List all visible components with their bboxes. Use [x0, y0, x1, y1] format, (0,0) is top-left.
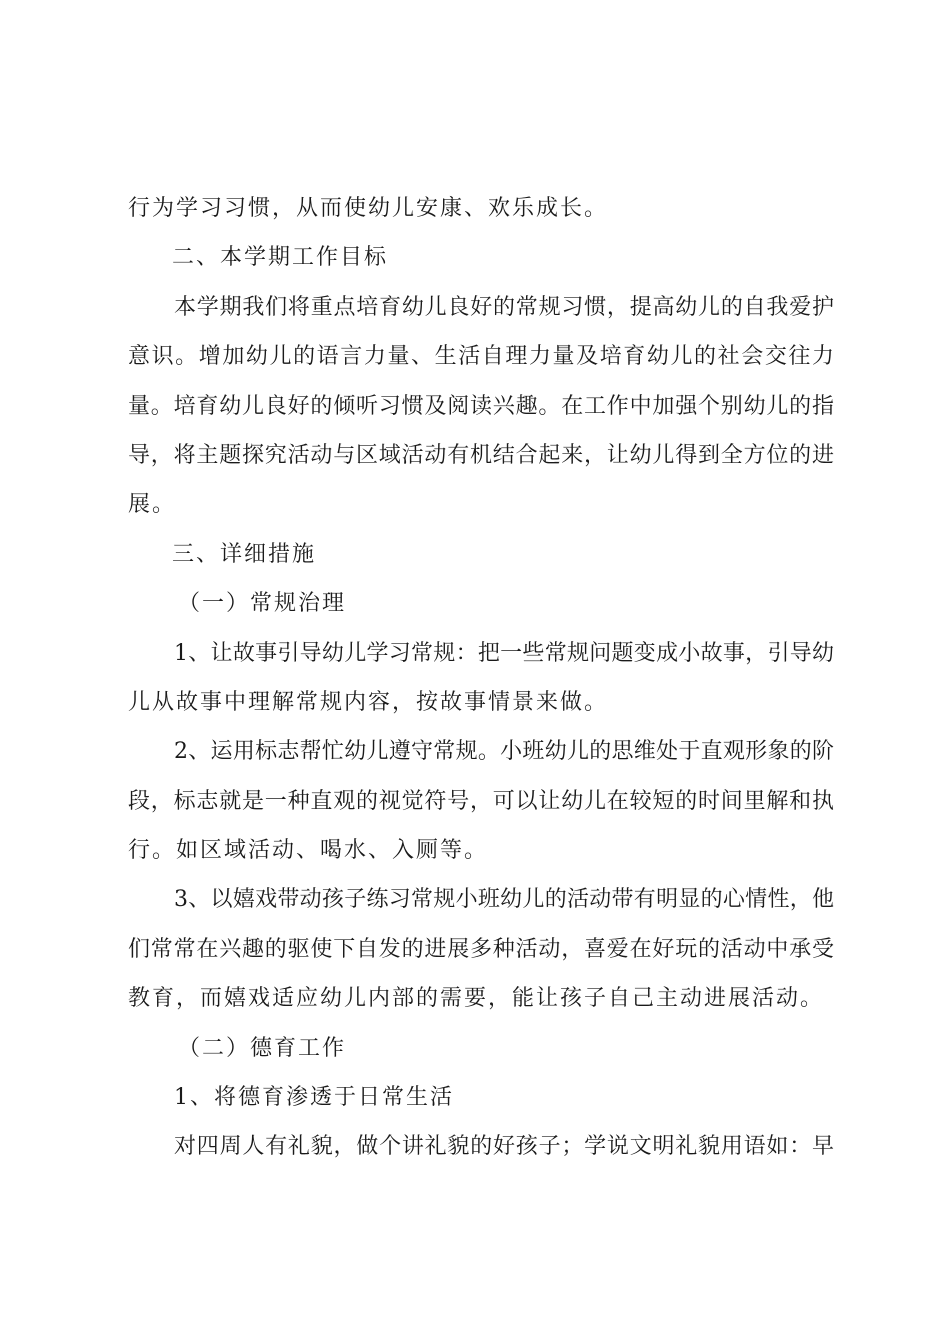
- paragraph-line: 教育，而嬉戏适应幼儿内部的需要，能让孩子自己主动进展活动。: [128, 986, 825, 1012]
- section-heading: 二、本学期工作目标: [172, 245, 389, 271]
- paragraph-line: 量。培育幼儿良好的倾听习惯及阅读兴趣。在工作中加强个别幼儿的指: [128, 393, 834, 419]
- subsection-heading: （一）常规治理: [178, 591, 347, 617]
- subsection-heading: （二）德育工作: [178, 1035, 347, 1061]
- paragraph-line: 展。: [128, 492, 177, 518]
- paragraph-line: 段，标志就是一种直观的视觉符号，可以让幼儿在较短的时间里解和执: [128, 788, 834, 814]
- paragraph-line: 儿从故事中理解常规内容，按故事情景来做。: [128, 689, 609, 715]
- paragraph-line: 意识。增加幼儿的语言力量、生活自理力量及培育幼儿的社会交往力: [128, 344, 834, 370]
- paragraph-line: 3、以嬉戏带动孩子练习常规小班幼儿的活动带有明显的心情性，他: [174, 887, 834, 913]
- paragraph-line: 们常常在兴趣的驱使下自发的进展多种活动，喜爱在好玩的活动中承受: [128, 936, 834, 962]
- paragraph-line: 对四周人有礼貌，做个讲礼貌的好孩子；学说文明礼貌用语如：早: [174, 1134, 834, 1160]
- section-heading: 三、详细措施: [172, 541, 317, 567]
- paragraph-line: 2、运用标志帮忙幼儿遵守常规。小班幼儿的思维处于直观形象的阶: [174, 739, 834, 765]
- paragraph-line: 行。如区域活动、喝水、入厕等。: [128, 838, 489, 864]
- paragraph-line: 导，将主题探究活动与区域活动有机结合起来，让幼儿得到全方位的进: [128, 442, 834, 468]
- paragraph-line: 行为学习习惯，从而使幼儿安康、欢乐成长。: [128, 196, 609, 221]
- list-item-heading: 1、将德育渗透于日常生活: [174, 1085, 454, 1111]
- paragraph-line: 本学期我们将重点培育幼儿良好的常规习惯，提高幼儿的自我爱护: [174, 294, 834, 320]
- paragraph-line: 1、让故事引导幼儿学习常规：把一些常规问题变成小故事，引导幼: [174, 640, 834, 666]
- document-body: [128, 184, 834, 1172]
